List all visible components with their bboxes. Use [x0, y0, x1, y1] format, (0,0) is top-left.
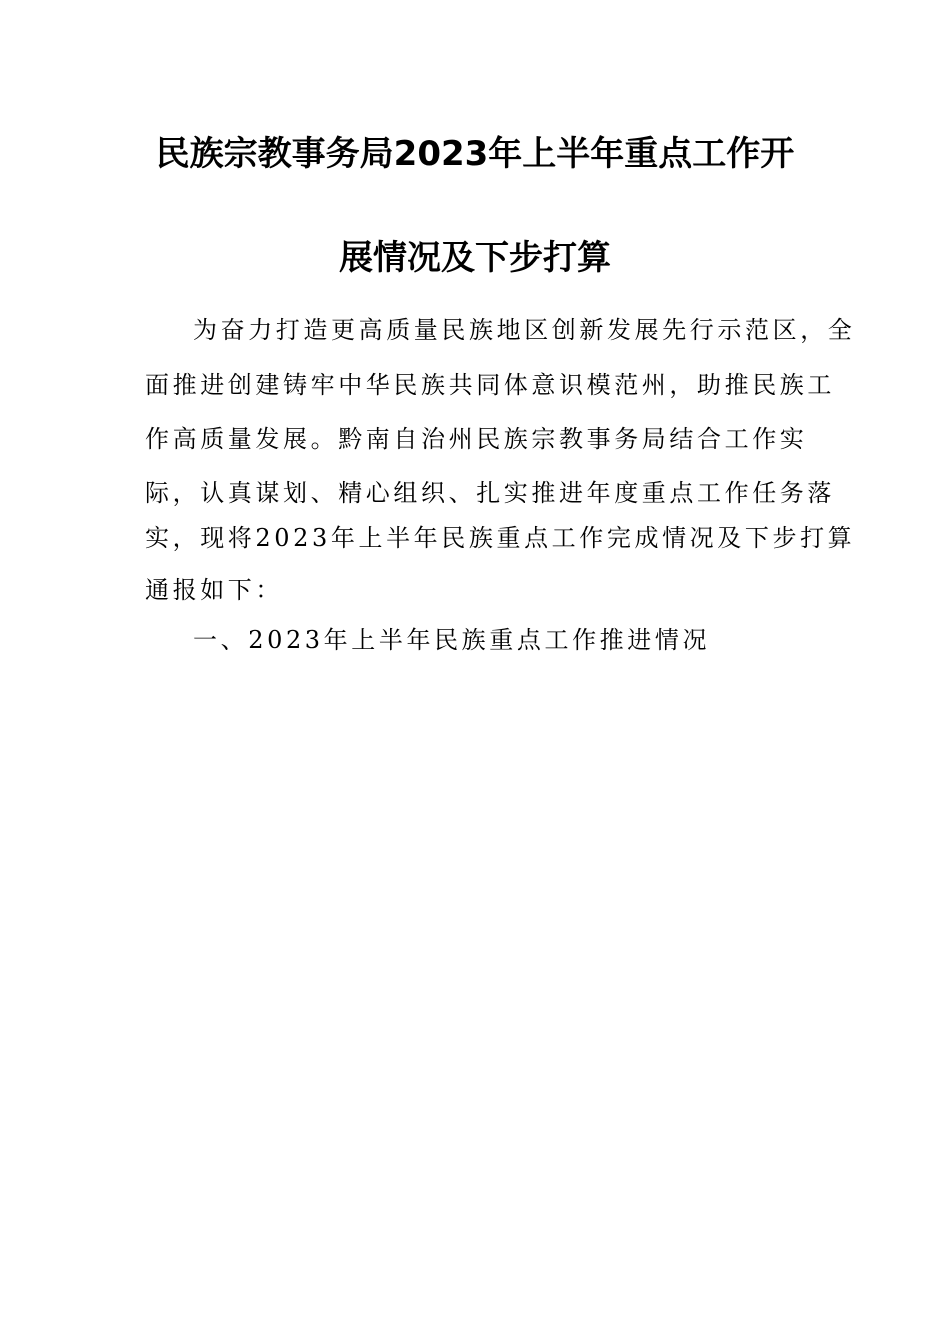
paragraph-line: 通报如下： — [145, 576, 283, 604]
document-title-line-1: 民族宗教事务局2023年上半年重点工作开 — [155, 134, 795, 174]
paragraph-line: 际，认真谋划、精心组织、扎实推进年度重点工作任务落 — [145, 479, 835, 507]
paragraph-line: 作高质量发展。黔南自治州民族宗教事务局结合工作实 — [145, 425, 808, 453]
document-title-line-2: 展情况及下步打算 — [339, 238, 611, 278]
section-heading: 一、2023年上半年民族重点工作推进情况 — [193, 626, 711, 654]
paragraph-line: 面推进创建铸牢中华民族共同体意识模范州，助推民族工 — [145, 371, 835, 399]
paragraph-line: 为奋力打造更高质量民族地区创新发展先行示范区，全 — [193, 316, 856, 344]
paragraph-line: 实，现将2023年上半年民族重点工作完成情况及下步打算 — [145, 524, 856, 552]
